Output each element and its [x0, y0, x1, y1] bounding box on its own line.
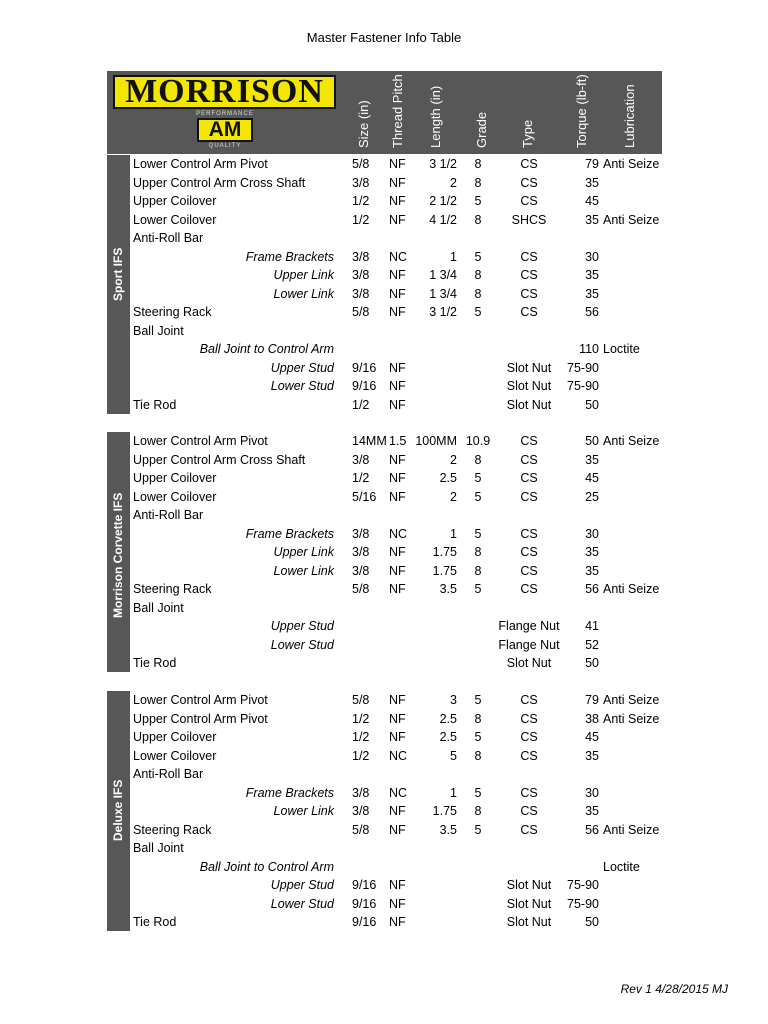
- cell-type: CS: [520, 711, 538, 726]
- cell-size: 5/8: [352, 822, 370, 837]
- cell-size: 3/8: [352, 526, 370, 541]
- cell-size: 1/2: [352, 212, 370, 227]
- cell-type: CS: [520, 822, 538, 837]
- cell-thread: NF: [389, 582, 406, 596]
- cell-type: Slot Nut: [506, 656, 552, 670]
- cell-type: CS: [520, 249, 538, 264]
- cell-thread: NF: [389, 268, 406, 282]
- cell-type: CS: [520, 194, 538, 208]
- section-sidebar: [107, 155, 130, 414]
- row-label: Tie Rod: [133, 915, 177, 929]
- cell-grade: 5: [474, 693, 482, 707]
- section-sidebar: [107, 691, 130, 931]
- row-label: Lower Control Arm Pivot: [133, 693, 268, 707]
- cell-grade: 5: [474, 526, 482, 541]
- cell-length: 2.5: [439, 471, 457, 485]
- row-label: Lower Coilover: [133, 489, 217, 504]
- cell-grade: 8: [474, 212, 482, 227]
- cell-thread: NF: [389, 379, 406, 393]
- row-label: Ball Joint to Control Arm: [199, 859, 334, 874]
- cell-grade: 8: [474, 748, 482, 763]
- cell-type: Flange Nut: [498, 637, 560, 652]
- page-title: Master Fastener Info Table: [306, 30, 462, 45]
- cell-thread: NF: [389, 212, 406, 227]
- cell-thread: NF: [389, 305, 406, 319]
- cell-torque: 30: [585, 785, 599, 800]
- cell-length: 2 1/2: [429, 194, 457, 208]
- cell-thread: NF: [389, 545, 406, 559]
- cell-length: 5: [450, 748, 457, 763]
- cell-length: 3.5: [439, 582, 457, 596]
- cell-thread: NF: [389, 286, 406, 301]
- column-header-length: Length (in): [428, 85, 443, 148]
- row-label: Upper Link: [273, 545, 334, 559]
- revision-note: Rev 1 4/28/2015 MJ: [620, 982, 728, 996]
- cell-type: SHCS: [511, 212, 547, 227]
- row-label: Frame Brackets: [245, 249, 334, 264]
- cell-thread: NF: [389, 693, 406, 707]
- cell-length: 1 3/4: [429, 286, 457, 301]
- cell-torque: 56: [585, 305, 599, 319]
- row-label: Steering Rack: [133, 305, 212, 319]
- row-label: Upper Control Arm Cross Shaft: [133, 452, 306, 467]
- cell-grade: 5: [474, 305, 482, 319]
- cell-thread: NF: [389, 194, 406, 208]
- cell-thread: NF: [389, 397, 406, 412]
- cell-length: 2.5: [439, 711, 457, 726]
- cell-torque: 35: [585, 563, 599, 578]
- cell-torque: 41: [585, 619, 599, 633]
- row-label: Lower Coilover: [133, 212, 217, 227]
- cell-lube: Anti Seize: [603, 157, 660, 171]
- row-label: Lower Control Arm Pivot: [133, 434, 268, 448]
- row-label: Frame Brackets: [245, 526, 334, 541]
- cell-type: CS: [520, 471, 538, 485]
- cell-type: CS: [520, 693, 538, 707]
- cell-thread: NC: [389, 526, 408, 541]
- cell-thread: NF: [389, 804, 406, 818]
- cell-torque: 25: [585, 489, 599, 504]
- cell-size: 1/2: [352, 730, 370, 744]
- cell-size: 3/8: [352, 286, 370, 301]
- cell-lube: Anti Seize: [603, 212, 660, 227]
- cell-length: 1.75: [432, 563, 457, 578]
- cell-size: 3/8: [352, 545, 370, 559]
- cell-size: 1/2: [352, 397, 370, 412]
- cell-torque: 35: [585, 286, 599, 301]
- cell-length: 3: [450, 693, 457, 707]
- cell-type: Slot Nut: [506, 397, 552, 412]
- cell-size: 3/8: [352, 785, 370, 800]
- cell-grade: 8: [474, 711, 482, 726]
- cell-thread: NF: [389, 452, 406, 467]
- column-header-torque: Torque (lb-ft): [574, 74, 589, 148]
- cell-grade: 8: [474, 175, 482, 190]
- row-label: Lower Stud: [270, 637, 334, 652]
- cell-thread: NC: [389, 249, 408, 264]
- cell-size: 3/8: [352, 249, 370, 264]
- column-header-grade: Grade: [474, 111, 489, 148]
- cell-type: Slot Nut: [506, 878, 552, 892]
- cell-grade: 8: [474, 563, 482, 578]
- row-label: Anti-Roll Bar: [133, 508, 204, 522]
- cell-length: 100MM: [415, 434, 457, 448]
- cell-type: CS: [520, 452, 538, 467]
- cell-size: 9/16: [352, 878, 377, 892]
- cell-size: 3/8: [352, 563, 370, 578]
- row-label: Upper Stud: [270, 619, 334, 633]
- cell-lube: Anti Seize: [603, 582, 660, 596]
- row-label: Upper Coilover: [133, 730, 217, 744]
- cell-type: CS: [520, 305, 538, 319]
- cell-type: CS: [520, 748, 538, 763]
- cell-type: CS: [520, 526, 538, 541]
- row-label: Lower Stud: [270, 379, 334, 393]
- row-label: Anti-Roll Bar: [133, 767, 204, 781]
- cell-size: 1/2: [352, 711, 370, 726]
- cell-type: Slot Nut: [506, 379, 552, 393]
- cell-torque: 50: [585, 397, 599, 412]
- cell-torque: 56: [585, 822, 599, 837]
- row-label: Anti-Roll Bar: [133, 231, 204, 245]
- morrison-am-logo: [113, 75, 336, 149]
- cell-thread: NC: [389, 748, 408, 763]
- cell-torque: 52: [585, 637, 599, 652]
- cell-size: 1/2: [352, 194, 370, 208]
- cell-type: CS: [520, 563, 538, 578]
- cell-length: 1: [450, 785, 457, 800]
- logo-brand: MORRISON: [113, 75, 336, 109]
- cell-thread: NF: [389, 896, 406, 911]
- cell-size: 5/8: [352, 157, 370, 171]
- cell-grade: 8: [474, 286, 482, 301]
- logo-badge: [195, 111, 255, 149]
- cell-thread: NF: [389, 175, 406, 190]
- cell-size: 5/8: [352, 693, 370, 707]
- cell-lube: Anti Seize: [603, 434, 660, 448]
- cell-grade: 8: [474, 545, 482, 559]
- cell-torque: 75-90: [567, 878, 599, 892]
- cell-lube: Anti Seize: [603, 822, 660, 837]
- column-header-thread-pitch: Thread Pitch: [390, 74, 405, 148]
- cell-grade: 8: [474, 452, 482, 467]
- section-sidebar: [107, 432, 130, 672]
- cell-size: 3/8: [352, 268, 370, 282]
- cell-torque: 56: [585, 582, 599, 596]
- cell-type: CS: [520, 730, 538, 744]
- cell-size: 5/16: [352, 489, 377, 504]
- cell-length: 2.5: [439, 730, 457, 744]
- row-label: Lower Link: [273, 563, 334, 578]
- cell-type: CS: [520, 489, 538, 504]
- row-label: Lower Coilover: [133, 748, 217, 763]
- cell-size: 3/8: [352, 804, 370, 818]
- row-label: Upper Coilover: [133, 194, 217, 208]
- cell-thread: NF: [389, 471, 406, 485]
- cell-length: 3 1/2: [429, 305, 457, 319]
- logo-performance: PERFORMANCE: [196, 111, 254, 117]
- cell-torque: 35: [585, 804, 599, 818]
- cell-grade: 5: [474, 730, 482, 744]
- cell-size: 5/8: [352, 582, 370, 596]
- row-label: Upper Control Arm Cross Shaft: [133, 175, 306, 190]
- cell-type: CS: [520, 582, 538, 596]
- cell-length: 1: [450, 526, 457, 541]
- cell-type: Slot Nut: [506, 915, 552, 929]
- cell-type: CS: [520, 785, 538, 800]
- cell-torque: 35: [585, 452, 599, 467]
- row-label: Lower Link: [273, 286, 334, 301]
- cell-type: CS: [520, 804, 538, 818]
- cell-size: 3/8: [352, 452, 370, 467]
- cell-grade: 8: [474, 804, 482, 818]
- cell-size: 3/8: [352, 175, 370, 190]
- cell-length: 2: [450, 452, 457, 467]
- section-name: Sport IFS: [111, 247, 125, 301]
- cell-torque: 75-90: [567, 360, 599, 375]
- cell-torque: 75-90: [567, 379, 599, 393]
- section-name: Morrison Corvette IFS: [111, 492, 125, 618]
- cell-type: CS: [520, 286, 538, 301]
- cell-type: CS: [520, 157, 538, 171]
- cell-torque: 35: [585, 212, 599, 227]
- cell-grade: 5: [474, 194, 482, 208]
- row-label: Steering Rack: [133, 822, 212, 837]
- column-header-lubrication: Lubrication: [622, 84, 637, 148]
- column-header-size: Size (in): [356, 100, 371, 148]
- cell-size: 14MM: [352, 434, 387, 448]
- cell-length: 1: [450, 249, 457, 264]
- cell-type: Slot Nut: [506, 360, 552, 375]
- cell-thread: NF: [389, 157, 406, 171]
- cell-thread: 1.5: [389, 434, 407, 448]
- row-label: Ball Joint to Control Arm: [199, 342, 334, 356]
- row-label: Lower Stud: [270, 896, 334, 911]
- cell-grade: 5: [474, 471, 482, 485]
- row-label: Lower Link: [273, 804, 334, 818]
- cell-length: 3.5: [439, 822, 457, 837]
- cell-torque: 79: [585, 693, 599, 707]
- row-label: Upper Stud: [270, 878, 334, 892]
- cell-type: CS: [520, 545, 538, 559]
- cell-torque: 30: [585, 249, 599, 264]
- cell-torque: 50: [585, 656, 599, 670]
- cell-torque: 45: [585, 194, 599, 208]
- cell-size: 5/8: [352, 305, 370, 319]
- cell-torque: 38: [585, 711, 599, 726]
- cell-length: 1.75: [432, 804, 457, 818]
- cell-size: 9/16: [352, 896, 377, 911]
- cell-type: CS: [520, 175, 538, 190]
- cell-grade: 5: [474, 249, 482, 264]
- cell-torque: 79: [585, 157, 599, 171]
- cell-torque: 50: [585, 434, 599, 448]
- cell-torque: 75-90: [567, 896, 599, 911]
- cell-thread: NC: [389, 785, 408, 800]
- column-header-type: Type: [520, 119, 535, 148]
- cell-lube: Loctite: [603, 342, 640, 356]
- cell-grade: 5: [474, 822, 482, 837]
- row-label: Steering Rack: [133, 582, 212, 596]
- logo-am: AM: [197, 118, 253, 142]
- row-label: Upper Stud: [270, 360, 334, 375]
- cell-grade: 5: [474, 489, 482, 504]
- cell-torque: 35: [585, 175, 599, 190]
- cell-size: 9/16: [352, 915, 377, 929]
- cell-torque: 110: [579, 342, 599, 356]
- cell-grade: 5: [474, 785, 482, 800]
- cell-size: 1/2: [352, 748, 370, 763]
- cell-lube: Anti Seize: [603, 711, 660, 726]
- cell-length: 1 3/4: [429, 268, 457, 282]
- cell-length: 4 1/2: [429, 212, 457, 227]
- cell-torque: 35: [585, 748, 599, 763]
- row-label: Ball Joint: [133, 841, 184, 855]
- cell-size: 9/16: [352, 360, 377, 375]
- cell-thread: NF: [389, 878, 406, 892]
- cell-length: 2: [450, 489, 457, 504]
- cell-grade: 8: [474, 157, 482, 171]
- cell-thread: NF: [389, 915, 406, 929]
- row-label: Ball Joint: [133, 600, 184, 615]
- cell-thread: NF: [389, 563, 406, 578]
- cell-lube: Anti Seize: [603, 693, 660, 707]
- row-label: Lower Control Arm Pivot: [133, 157, 268, 171]
- cell-torque: 35: [585, 268, 599, 282]
- cell-torque: 45: [585, 730, 599, 744]
- cell-torque: 30: [585, 526, 599, 541]
- cell-size: 9/16: [352, 379, 377, 393]
- logo-quality: QUALITY: [208, 143, 242, 149]
- row-label: Upper Link: [273, 268, 334, 282]
- cell-grade: 5: [474, 582, 482, 596]
- cell-thread: NF: [389, 360, 406, 375]
- cell-length: 3 1/2: [429, 157, 457, 171]
- row-label: Tie Rod: [133, 397, 177, 412]
- row-label: Ball Joint: [133, 323, 184, 338]
- cell-length: 2: [450, 175, 457, 190]
- cell-torque: 35: [585, 545, 599, 559]
- cell-torque: 50: [585, 915, 599, 929]
- cell-thread: NF: [389, 489, 406, 504]
- cell-type: CS: [520, 268, 538, 282]
- section-name: Deluxe IFS: [111, 779, 125, 841]
- cell-grade: 8: [474, 268, 482, 282]
- row-label: Upper Control Arm Pivot: [133, 711, 268, 726]
- cell-size: 1/2: [352, 471, 370, 485]
- row-label: Tie Rod: [133, 656, 177, 670]
- cell-thread: NF: [389, 711, 406, 726]
- cell-type: CS: [520, 434, 538, 448]
- cell-torque: 45: [585, 471, 599, 485]
- cell-lube: Loctite: [603, 859, 640, 874]
- cell-length: 1.75: [432, 545, 457, 559]
- row-label: Frame Brackets: [245, 785, 334, 800]
- cell-thread: NF: [389, 730, 406, 744]
- row-label: Upper Coilover: [133, 471, 217, 485]
- cell-thread: NF: [389, 822, 406, 837]
- cell-type: Slot Nut: [506, 896, 552, 911]
- cell-type: Flange Nut: [498, 619, 560, 633]
- cell-grade: 10.9: [465, 434, 491, 448]
